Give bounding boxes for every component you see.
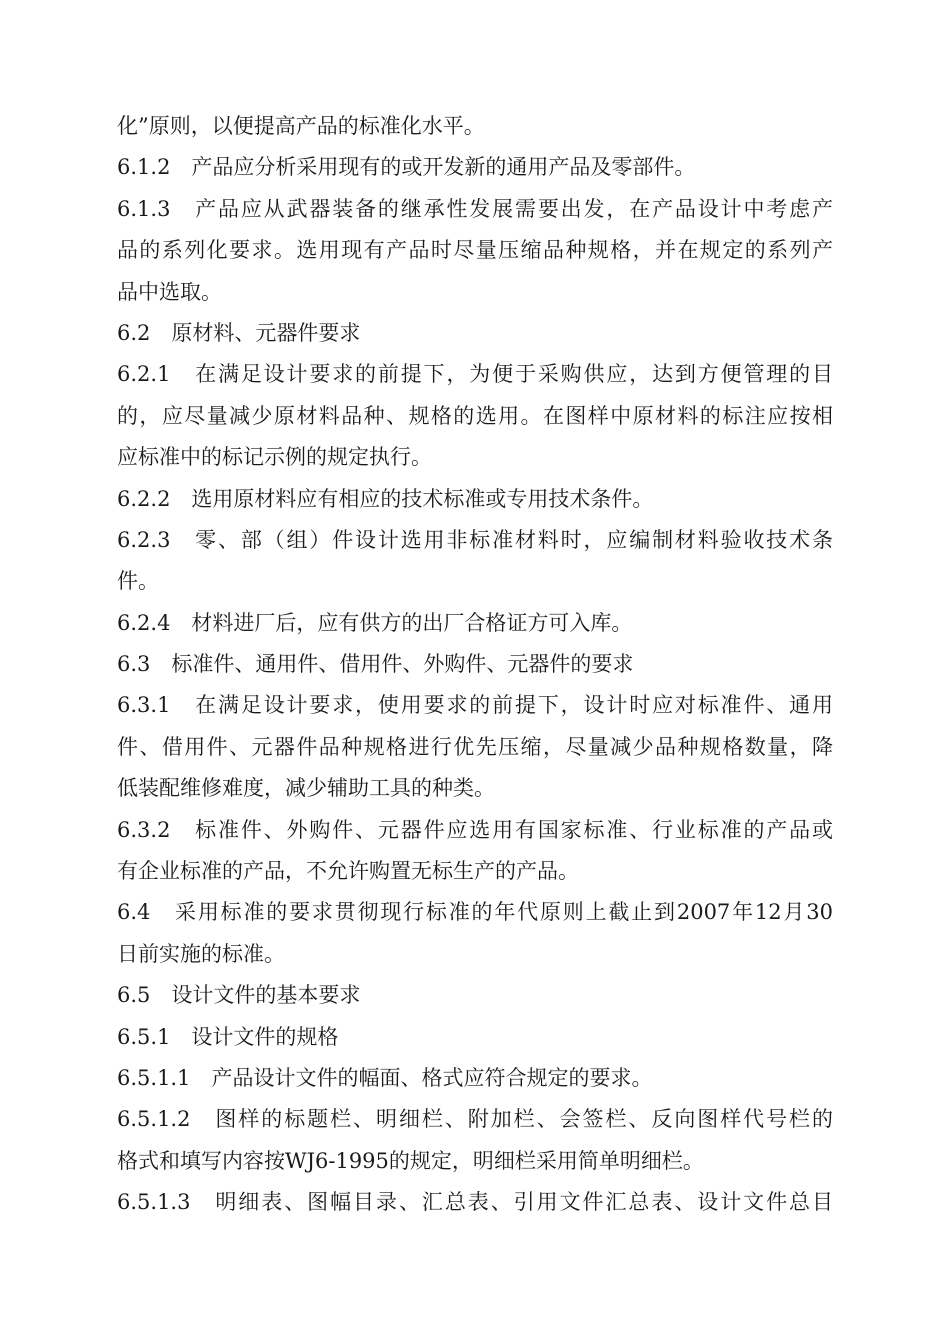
text-line: 品中选取。 — [117, 279, 222, 304]
text-line: 化”原则，以便提高产品的标准化水平。 — [117, 114, 485, 138]
section-heading-6-3: 6.3 标准件、通用件、借用件、外购件、元器件的要求 — [117, 652, 634, 677]
clause-6-2-4: 6.2.4 材料进厂后，应有供方的出厂合格证方可入库。 — [117, 610, 633, 635]
text-line: 有企业标准的产品，不允许购置无标生产的产品。 — [117, 859, 579, 884]
text-line: 的，应尽量减少原材料品种、规格的选用。在图样中原材料的标注应按相 — [117, 403, 833, 428]
clause-6-2-3: 6.2.3 零、部（组）件设计选用非标准材料时，应编制材料验收技术条 — [117, 527, 833, 552]
text-line: 日前实施的标准。 — [117, 941, 285, 966]
text-line: 格式和填写内容按WJ6-1995的规定，明细栏采用简单明细栏。 — [117, 1148, 704, 1173]
clause-6-1-3: 6.1.3 产品应从武器装备的继承性发展需要出发，在产品设计中考虑产 — [117, 196, 833, 221]
section-heading-6-5: 6.5 设计文件的基本要求 — [117, 983, 361, 1008]
document-body — [117, 106, 833, 1224]
clause-6-1-2: 6.1.2 产品应分析采用现有的或开发新的通用产品及零部件。 — [117, 155, 696, 180]
clause-6-5-1-1: 6.5.1.1 产品设计文件的幅面、格式应符合规定的要求。 — [117, 1065, 653, 1090]
text-line: 应标准中的标记示例的规定执行。 — [117, 445, 432, 470]
clause-6-2-2: 6.2.2 选用原材料应有相应的技术标准或专用技术条件。 — [117, 486, 654, 511]
section-heading-6-2: 6.2 原材料、元器件要求 — [117, 320, 361, 345]
text-line: 低装配维修难度，减少辅助工具的种类。 — [117, 776, 495, 801]
text-line: 件、借用件、元器件品种规格进行优先压缩，尽量减少品种规格数量，降 — [117, 734, 833, 759]
clause-6-5-1: 6.5.1 设计文件的规格 — [117, 1024, 339, 1049]
text-line: 品的系列化要求。选用现有产品时尽量压缩品种规格，并在规定的系列产 — [117, 238, 833, 263]
clause-6-5-1-2: 6.5.1.2 图样的标题栏、明细栏、附加栏、会签栏、反向图样代号栏的 — [117, 1107, 833, 1132]
clause-6-3-1: 6.3.1 在满足设计要求，使用要求的前提下，设计时应对标准件、通用 — [117, 693, 833, 718]
section-6-4: 6.4 采用标准的要求贯彻现行标准的年代原则上截止到2007年12月30 — [117, 900, 833, 925]
text-line: 件。 — [117, 569, 159, 594]
clause-6-5-1-3: 6.5.1.3 明细表、图幅目录、汇总表、引用文件汇总表、设计文件总目 — [117, 1190, 833, 1215]
clause-6-3-2: 6.3.2 标准件、外购件、元器件应选用有国家标准、行业标准的产品或 — [117, 817, 833, 842]
clause-6-2-1: 6.2.1 在满足设计要求的前提下，为便于采购供应，达到方便管理的目 — [117, 362, 833, 387]
